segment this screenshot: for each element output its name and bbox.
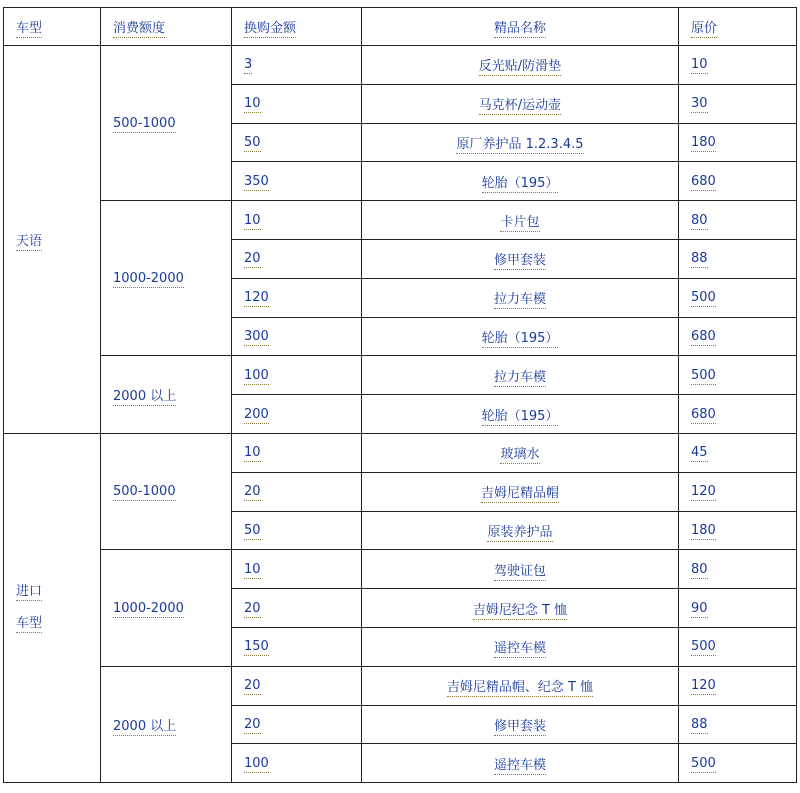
table-row (4, 433, 797, 472)
original-price-cell: 90 (679, 589, 797, 628)
redeem-amount-cell: 20 (232, 472, 362, 511)
redeem-amount-cell: 10 (232, 84, 362, 123)
redeem-amount-cell: 10 (232, 550, 362, 589)
product-name-cell: 轮胎（195） (362, 395, 679, 434)
original-price-cell: 180 (679, 511, 797, 550)
table-body (4, 8, 797, 783)
table-row (4, 550, 797, 589)
redeem-amount-cell: 10 (232, 433, 362, 472)
redeem-amount-cell: 50 (232, 511, 362, 550)
redeem-amount-cell: 20 (232, 705, 362, 744)
original-price-cell: 88 (679, 705, 797, 744)
consumption-range-cell: 2000 以上 (101, 666, 232, 782)
original-price-cell: 180 (679, 123, 797, 162)
original-price-cell: 88 (679, 239, 797, 278)
original-price-cell: 680 (679, 317, 797, 356)
product-name-cell: 驾驶证包 (362, 550, 679, 589)
original-price-cell: 120 (679, 666, 797, 705)
redeem-amount-cell: 150 (232, 627, 362, 666)
redeem-amount-cell: 120 (232, 278, 362, 317)
product-name-cell: 轮胎（195） (362, 162, 679, 201)
car-model-cell: 天语 (4, 46, 101, 434)
original-price-cell: 80 (679, 201, 797, 240)
original-price-cell: 10 (679, 46, 797, 85)
original-price-cell: 500 (679, 744, 797, 783)
product-name-cell: 吉姆尼纪念 T 恤 (362, 589, 679, 628)
product-name-cell: 吉姆尼精品帽、纪念 T 恤 (362, 666, 679, 705)
product-name-cell: 原装养护品 (362, 511, 679, 550)
original-price-cell: 45 (679, 433, 797, 472)
redeem-amount-cell: 20 (232, 239, 362, 278)
product-name-cell: 吉姆尼精品帽 (362, 472, 679, 511)
redeem-amount-cell: 20 (232, 666, 362, 705)
product-name-cell: 轮胎（195） (362, 317, 679, 356)
product-name-cell: 遥控车模 (362, 627, 679, 666)
table-row (4, 666, 797, 705)
original-price-cell: 120 (679, 472, 797, 511)
product-name-cell: 原厂养护品 1.2.3.4.5 (362, 123, 679, 162)
header-price: 原价 (679, 8, 797, 46)
redeem-amount-cell: 3 (232, 46, 362, 85)
product-name-cell: 玻璃水 (362, 433, 679, 472)
product-name-cell: 反光贴/防滑垫 (362, 46, 679, 85)
redeem-amount-cell: 350 (232, 162, 362, 201)
consumption-range-cell: 1000-2000 (101, 550, 232, 666)
redeem-amount-cell: 50 (232, 123, 362, 162)
table-row (4, 46, 797, 85)
header-redeem: 换购金额 (232, 8, 362, 46)
product-name-cell: 拉力车模 (362, 356, 679, 395)
original-price-cell: 80 (679, 550, 797, 589)
redemption-table (3, 7, 797, 783)
product-name-cell: 修甲套装 (362, 239, 679, 278)
product-name-cell: 拉力车模 (362, 278, 679, 317)
original-price-cell: 500 (679, 278, 797, 317)
product-name-cell: 修甲套装 (362, 705, 679, 744)
original-price-cell: 680 (679, 395, 797, 434)
product-name-cell: 卡片包 (362, 201, 679, 240)
redeem-amount-cell: 100 (232, 356, 362, 395)
product-name-cell: 遥控车模 (362, 744, 679, 783)
car-model-cell: 进口 车型 (4, 433, 101, 782)
header-product: 精品名称 (362, 8, 679, 46)
redeem-amount-cell: 100 (232, 744, 362, 783)
header-model: 车型 (4, 8, 101, 46)
redeem-amount-cell: 10 (232, 201, 362, 240)
consumption-range-cell: 2000 以上 (101, 356, 232, 434)
product-name-cell: 马克杯/运动壶 (362, 84, 679, 123)
header-row (4, 8, 797, 46)
consumption-range-cell: 1000-2000 (101, 201, 232, 356)
original-price-cell: 680 (679, 162, 797, 201)
original-price-cell: 500 (679, 356, 797, 395)
table-row (4, 356, 797, 395)
header-consumption: 消费额度 (101, 8, 232, 46)
redeem-amount-cell: 300 (232, 317, 362, 356)
consumption-range-cell: 500-1000 (101, 46, 232, 201)
consumption-range-cell: 500-1000 (101, 433, 232, 549)
table-row (4, 201, 797, 240)
redeem-amount-cell: 200 (232, 395, 362, 434)
redeem-amount-cell: 20 (232, 589, 362, 628)
original-price-cell: 30 (679, 84, 797, 123)
original-price-cell: 500 (679, 627, 797, 666)
